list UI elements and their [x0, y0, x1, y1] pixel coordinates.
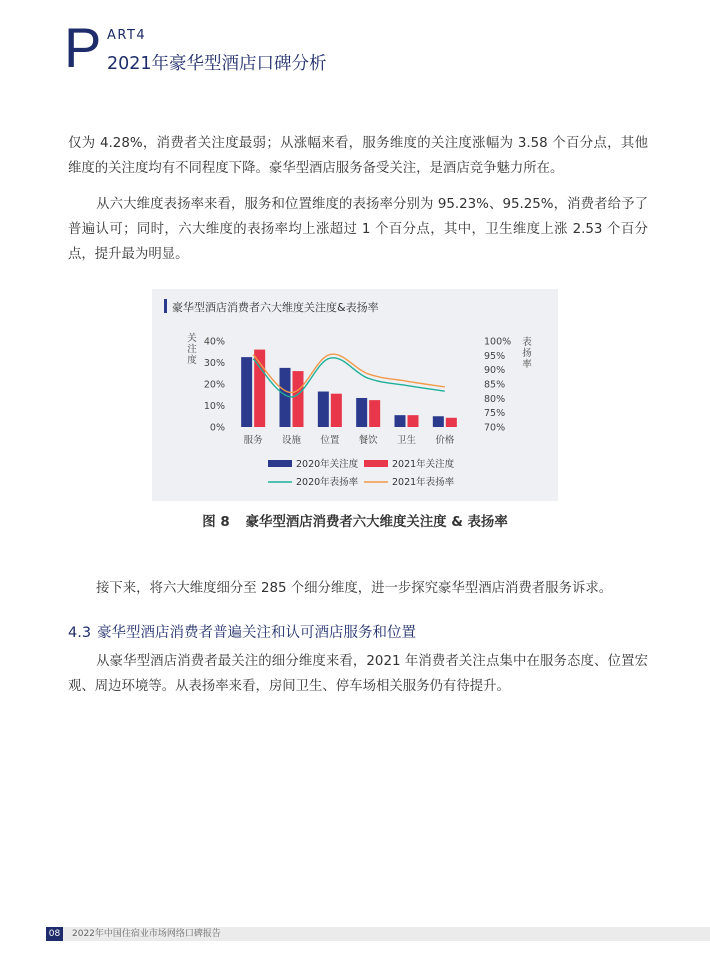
chart: [152, 289, 558, 501]
bar-2020-4: [395, 415, 406, 427]
paragraph-3: [68, 576, 648, 601]
right-axis-tick: 95%: [484, 350, 506, 362]
legend-swatch-2021-attention: [364, 460, 388, 467]
paragraph-4-text: 从豪华型酒店消费者最关注的细分维度来看，2021 年消费者关注点集中在服务态度、位置宏观、周边环境等。从表扬率来看，房间卫生、停车场相关服务仍有待提升。: [68, 654, 648, 694]
bar-2021-4: [408, 415, 419, 427]
category-label: 服务: [243, 435, 263, 446]
section-number: 4.3: [68, 625, 92, 641]
figure-caption: [0, 511, 710, 530]
right-axis-tick: 75%: [484, 408, 506, 420]
left-axis-tick: 0%: [209, 422, 225, 434]
legend-label: 2020年关注度: [296, 459, 359, 470]
left-axis-tick: 30%: [203, 358, 225, 369]
legend-swatch-2020-attention: [268, 460, 292, 467]
bar-2020-0: [241, 357, 252, 427]
chart-title-marker: [164, 299, 167, 313]
legend-label: 2021年表扬率: [392, 477, 455, 488]
page-title: 2021年豪华型酒店口碑分析: [107, 54, 327, 74]
legend-label: 2020年表扬率: [296, 477, 359, 488]
section-title: 豪华型酒店消费者普遍关注和认可酒店服务和位置: [97, 625, 417, 641]
bar-2020-1: [280, 368, 291, 427]
category-label: 卫生: [396, 435, 417, 446]
paragraph-2: [68, 192, 648, 267]
figure-label: 图 8: [202, 515, 230, 530]
figure-caption-text: 豪华型酒店消费者六大维度关注度 & 表扬率: [245, 515, 508, 530]
part-label: ART4: [107, 28, 147, 43]
bar-2020-3: [356, 398, 367, 427]
right-axis-label-char: 表: [522, 337, 532, 348]
left-axis-tick: 40%: [203, 336, 225, 348]
page-number: 08: [46, 927, 63, 941]
right-axis-label-char: 扬: [522, 348, 532, 359]
paragraph-4: [68, 649, 648, 699]
category-label: 价格: [435, 435, 455, 446]
bar-2021-5: [446, 418, 457, 427]
bar-2020-5: [433, 416, 444, 427]
bar-2021-3: [369, 400, 380, 427]
left-axis-tick: 10%: [203, 401, 225, 412]
category-label: 位置: [320, 435, 340, 446]
right-axis-label-char: 率: [522, 359, 532, 370]
right-axis-tick: 70%: [484, 422, 506, 434]
paragraph-3-text: 接下来，将六大维度细分至 285 个细分维度，进一步探究豪华型酒店消费者服务诉求。: [96, 581, 613, 596]
category-label: 设施: [281, 435, 302, 446]
right-axis-tick: 85%: [484, 379, 506, 391]
left-axis-label-char: 注: [187, 344, 197, 355]
chart-title: 豪华型酒店消费者六大维度关注度&表扬率: [172, 301, 379, 314]
bar-2021-1: [293, 371, 304, 427]
right-axis-tick: 100%: [484, 336, 512, 348]
bar-2021-2: [331, 394, 342, 427]
part-letter: P: [64, 16, 102, 79]
paragraph-2-text: 从六大维度表扬率来看，服务和位置维度的表扬率分别为 95.23%、95.25%，消费者给予了普遍认可；同时，六大维度的表扬率均上涨超过 1 个百分点，其中，卫生维度上涨 2.53 个百分点，提升最为明显。: [68, 197, 648, 262]
left-axis-label-char: 关: [187, 333, 197, 344]
category-label: 餐饮: [358, 435, 378, 446]
paragraph-1: 仅为 4.28%，消费者关注度最弱；从涨幅来看，服务维度的关注度涨幅为 3.58 个百分点，其他维度的关注度均有不同程度下降。豪华型酒店服务备受关注，是酒店竞争魅力所在。: [68, 136, 648, 176]
chart-container: [152, 289, 558, 501]
left-axis-tick: 20%: [203, 379, 225, 391]
right-axis-tick: 90%: [484, 365, 506, 377]
legend-label: 2021年关注度: [392, 459, 455, 470]
footer-text: 2022年中国住宿业市场网络口碑报告: [72, 929, 221, 939]
right-axis-tick: 80%: [484, 393, 506, 405]
bar-2020-2: [318, 392, 329, 427]
left-axis-label-char: 度: [187, 355, 197, 366]
section-heading: [68, 621, 416, 642]
